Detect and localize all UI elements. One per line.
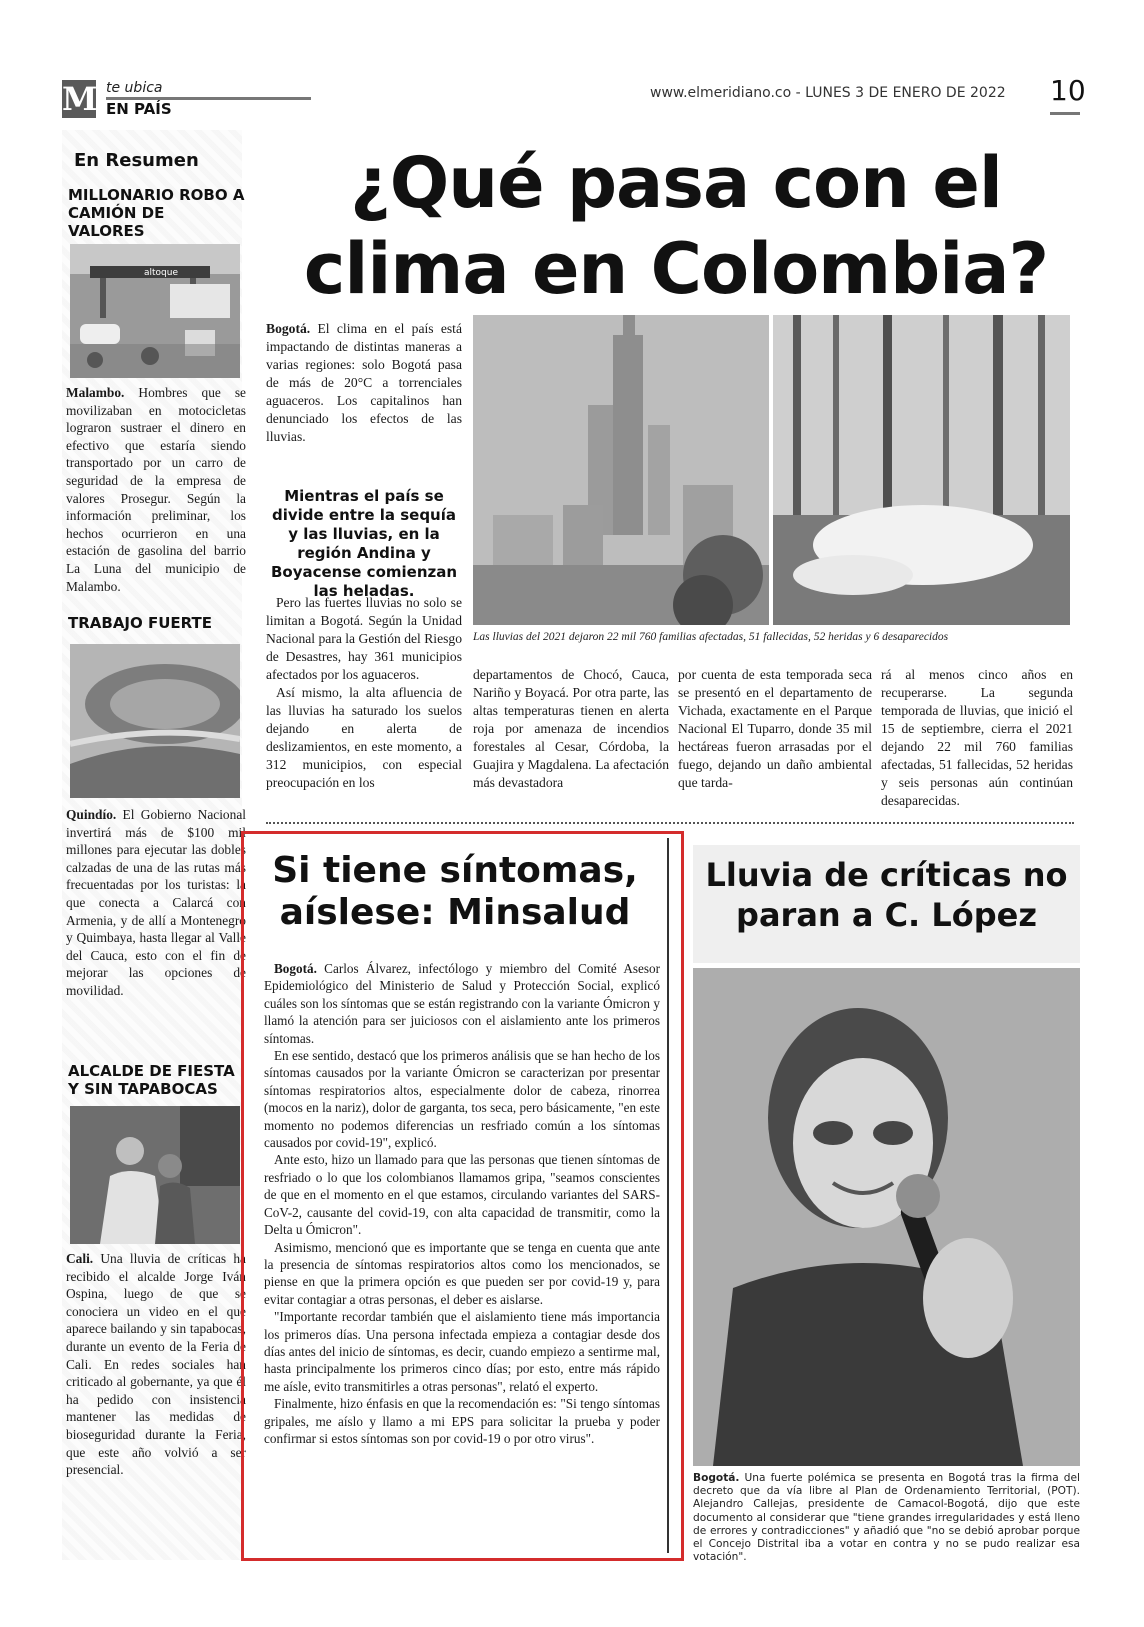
sidebar-body-work: El Gobierno Nacional invertirá más de $100 mil millones para ejecutar las dobles calzadas de una de las rutas más frecuentadas por los turistas: la que conecta a Calarcá con Armenia, y de allí a Montenegro y Quimbaya, hasta llegar al Valle del Cauca, esto con el fin de mejorar las opciones de movilidad. (66, 807, 246, 998)
photo-forest-fire (773, 315, 1070, 625)
boxed-lead-city: Bogotá. (274, 961, 317, 976)
boxed-paragraph-6: Finalmente, hizo énfasis en que la recomendación es: "Si tengo síntomas gripales, me aíslo y llamo a mi EPS para solicitar la prueba y poder confirmar si estos síntomas son por covid-19 o por otro virus". (264, 1396, 660, 1446)
right-caption-body: Una fuerte polémica se presenta en Bogotá tras la firma del decreto que da vía libre al Plan de Ordenamiento Territorial, (POT). Alejandro Callejas, presidente de Camacol-Bogotá, dijo que este documento al considerar que "tiene grandes irregularidades y está lleno de errores y contradicciones" y añadió que "no se debió aprobar porque el Concejo Distrital iba a votar en contra y no se pudo realizar esa votación". (693, 1472, 1080, 1564)
mayor-speaking-image (693, 968, 1080, 1466)
sidebar-headline-work: TRABAJO FUERTE (68, 614, 213, 632)
right-headline-line2: paran a C. López (736, 896, 1037, 934)
main-column-4: rá al menos cinco años en recuperarse. La segunda temporada de lluvias, que inició el 15 de septiembre, cierra el 2021 dejando 22 mil 760 familias afectadas, 51 fallecidas, 52 heridas y seis personas aún continúan desaparecidas. (881, 667, 1073, 808)
gas-station-sign: altoque (144, 268, 179, 278)
boxed-paragraph-3: Ante esto, hizo un llamado para que las personas que tienen síntomas de resfriado o lo que los colombianos llamamos gripa, "seamos conscientes de que en el momento en el que estamos, circulando variantes del SARS-CoV-2, causante del covid-19, con alta capacidad de transmitir, como la Delta u Ómicron". (264, 1152, 660, 1238)
main-headline-line2: clima en Colombia? (303, 228, 1049, 310)
sidebar-photo-mayor (70, 1106, 240, 1244)
forest-fire-image (773, 315, 1070, 625)
sidebar-summary (62, 130, 246, 1560)
right-story-headline (693, 855, 1080, 935)
page-number: 10 (1050, 74, 1086, 107)
main-pull-quote: Mientras el país se divide entre la sequía y las lluvias, en la región Andina y Boyacense comienzan las heladas. (270, 487, 458, 600)
boxed-paragraph-1 (264, 960, 660, 1047)
sidebar-text-robbery (66, 384, 246, 595)
newspaper-logo: M (62, 80, 98, 118)
section-name: EN PAÍS (106, 100, 172, 118)
main-headline (276, 140, 1076, 312)
boxed-article-vertical-rule (667, 838, 669, 1553)
sidebar-title: En Resumen (74, 150, 199, 171)
boxed-paragraph-5: "Importante recordar también que el aislamiento tiene más importancia los primeros días. Una persona infectada empieza a contagiar desde dos días antes del inicio de síntomas, es decir, cuando empiezo a sentirme mal, hasta principalmente los primeros cinco días; por esto, entre más rápido me aísle, evito transmitirles a otras personas", relató el experto. (264, 1309, 660, 1394)
main-column-1 (266, 594, 462, 792)
right-headline-line1: Lluvia de críticas no (705, 856, 1068, 894)
main-column-3: por cuenta de esta temporada seca se presentó en el departamento de Vichada, exactamente en el Parque Nacional El Tuparro, donde 35 mil hectáreas fueron arrasadas por el fuego, dejando un daño ambiental que tarda- (678, 667, 872, 790)
sidebar-body-robbery: Hombres que se movilizaban en motocicletas lograron sustraer el dinero en efectivo que estaría siendo transportado por un carro de seguridad de la empresa de valores Prosegur. Según la información preliminar, los hechos ocurrieron en una estación de gasolina del barrio La Luna del municipio de Malambo. (66, 385, 246, 594)
photo-claudia-lopez (693, 968, 1080, 1466)
sidebar-photo-gas-station (70, 244, 240, 378)
main-headline-line1: ¿Qué pasa con el (350, 142, 1002, 224)
right-photo-caption (693, 1472, 1080, 1564)
main-lead-city: Bogotá. (266, 321, 311, 336)
main-col1-paragraph-2: Así mismo, la alta afluencia de las lluvias ha saturado los suelos dejando en alerta de deslizamientos, en este momento, a 312 municipios, con especial preocupación en los (266, 685, 462, 790)
sidebar-text-mayor (66, 1250, 246, 1479)
boxed-paragraph-2: En ese sentido, destacó que los primeros análisis que se han hecho de los síntomas causados por la variante Ómicron se caracterizan por presentar síntomas respiratorios altos, especialmente dolor de cabeza, rinorrea (mocos en la nariz), dolor de garganta, tos seca, pero básicamente, "en este momento no podemos diferencias un resfriado común a los síntomas causados por covid-19", explicó. (264, 1048, 660, 1151)
main-col1-paragraph-1: Pero las fuertes lluvias no solo se limitan a Bogotá. Según la Unidad Nacional para la Gestión del Riesgo de Desastres, hay 361 municipios afectados por los aguaceros. (266, 595, 462, 682)
sidebar-city-malambo: Malambo. (66, 385, 125, 400)
boxed-article-headline (250, 850, 660, 934)
sidebar-city-quindio: Quindío. (66, 807, 117, 822)
header-dateline: www.elmeridiano.co - LUNES 3 DE ENERO DE 2022 (650, 85, 1006, 101)
sidebar-text-work (66, 806, 246, 1000)
boxed-headline-line2: aíslese: Minsalud (279, 892, 631, 933)
sidebar-headline-robbery: MILLONARIO ROBO A CAMIÓN DE VALORES (68, 186, 245, 240)
main-photo-caption: Las lluvias del 2021 dejaron 22 mil 760 familias afectadas, 51 fallecidas, 52 heridas y 6 desaparecidos (473, 631, 949, 643)
section-divider (266, 822, 1074, 824)
main-lead-body: El clima en el país está impactando de distintas maneras a varias regiones: solo Bogotá pasa de más de 20°C a torrenciales aguaceros. Los capitalinos han denunciado los efectos de las lluvias. (266, 321, 462, 444)
sidebar-body-mayor: Una lluvia de críticas ha recibido el alcalde Jorge Iván Ospina, luego de que se conociera un video en el que aparece bailando y sin tapabocas, durante un evento de la Feria de Cali. En redes sociales han criticado al gobernante, ya que él ha pedido con insistencia mantener las medidas de bioseguridad durante la Feria, que este año volvió a ser presencial. (66, 1251, 246, 1478)
photo-bogota-skyline (473, 315, 769, 625)
boxed-paragraph-1-text: Carlos Álvarez, infectólogo y miembro del Comité Asesor Epidemiológico del Ministerio de Salud y Protección Social, explicó cuáles son los síntomas que se están registrando con la variante Ómicron y llamó la atención para ser juiciosos con el aislamiento ante los primeros síntomas. (264, 961, 660, 1046)
sidebar-city-cali: Cali. (66, 1251, 94, 1266)
main-column-2: departamentos de Chocó, Cauca, Nariño y Boyacá. Por otra parte, las altas temperaturas tienen en alerta roja por amenaza de incendios forestales al Cesar, Córdoba, la Guajira y Magdalena. La afectación más devastadora (473, 667, 669, 790)
mayor-dancing-image (70, 1106, 240, 1244)
main-lead-paragraph (266, 320, 462, 446)
sidebar-photo-roundabout (70, 644, 240, 798)
boxed-article-body (264, 960, 660, 1447)
page-number-rule (1050, 112, 1080, 115)
roundabout-image (70, 644, 240, 798)
boxed-headline-line1: Si tiene síntomas, (272, 850, 638, 891)
sidebar-headline-mayor: ALCALDE DE FIESTA Y SIN TAPABOCAS (68, 1062, 235, 1098)
boxed-paragraph-4: Asimismo, mencionó que es importante que se tenga en cuenta que ante la presencia de síntomas respiratorios altos como los mencionados, se piense en que la primera opción es que pueden ser por covid-19 y, para evitar contagiar a otras personas, el deber es aislarse. (264, 1239, 660, 1307)
section-kicker: te ubica (106, 80, 163, 96)
gas-station-image (70, 244, 240, 378)
bogota-skyline-image (473, 315, 769, 625)
right-caption-city: Bogotá. (693, 1472, 740, 1484)
